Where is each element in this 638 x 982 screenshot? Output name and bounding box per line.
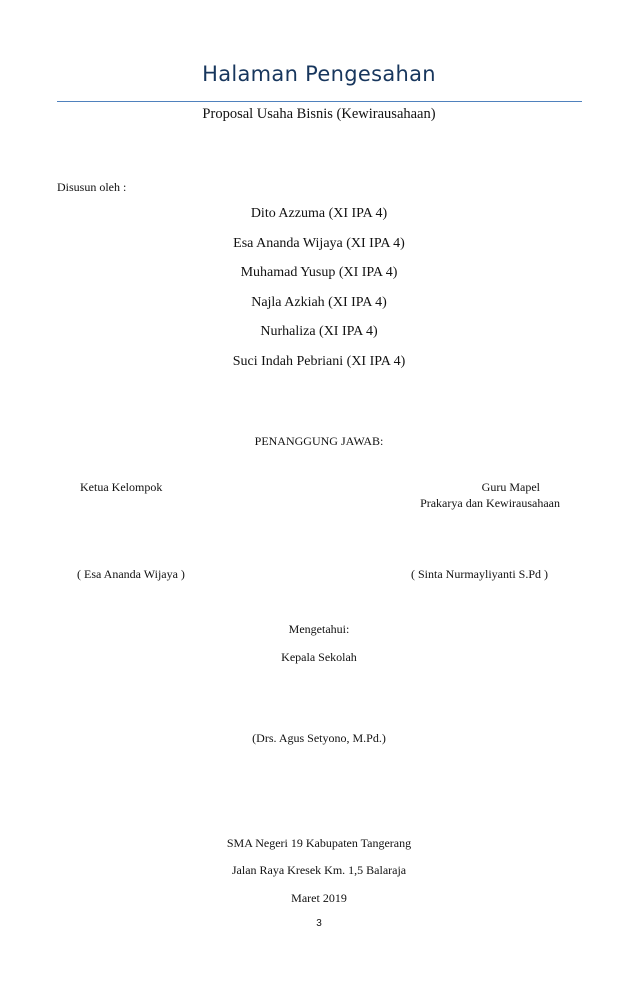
penanggung-jawab-heading: PENANGGUNG JAWAB:: [254, 434, 384, 448]
member-name: Dito Azzuma (XI IPA 4): [250, 206, 388, 221]
guru-mapel-subject: Prakarya dan Kewirausahaan: [420, 496, 560, 510]
kepala-sekolah-name: (Drs. Agus Setyono, M.Pd.): [252, 731, 386, 745]
mengetahui-label: Mengetahui:: [288, 622, 350, 636]
member-name: Suci Indah Pebriani (XI IPA 4): [232, 354, 406, 369]
document-date: Maret 2019: [291, 891, 347, 905]
kepala-sekolah-label: Kepala Sekolah: [281, 650, 357, 664]
school-address: Jalan Raya Kresek Km. 1,5 Balaraja: [231, 863, 407, 877]
ketua-kelompok-name: ( Esa Ananda Wijaya ): [77, 567, 185, 581]
ketua-kelompok-label: Ketua Kelompok: [80, 480, 163, 494]
member-name: Muhamad Yusup (XI IPA 4): [240, 265, 398, 280]
page-title: Halaman Pengesahan: [202, 62, 436, 86]
school-name: SMA Negeri 19 Kabupaten Tangerang: [226, 836, 412, 850]
member-name: Esa Ananda Wijaya (XI IPA 4): [233, 236, 405, 251]
guru-mapel-name: ( Sinta Nurmayliyanti S.Pd ): [411, 567, 548, 581]
title-divider: [57, 101, 582, 102]
member-name: Najla Azkiah (XI IPA 4): [251, 295, 387, 310]
page-number: 3: [316, 918, 322, 929]
subtitle: Proposal Usaha Bisnis (Kewirausahaan): [202, 106, 436, 122]
disusun-label: Disusun oleh :: [57, 180, 127, 194]
member-name: Nurhaliza (XI IPA 4): [260, 324, 378, 339]
guru-mapel-label: Guru Mapel: [481, 480, 540, 494]
